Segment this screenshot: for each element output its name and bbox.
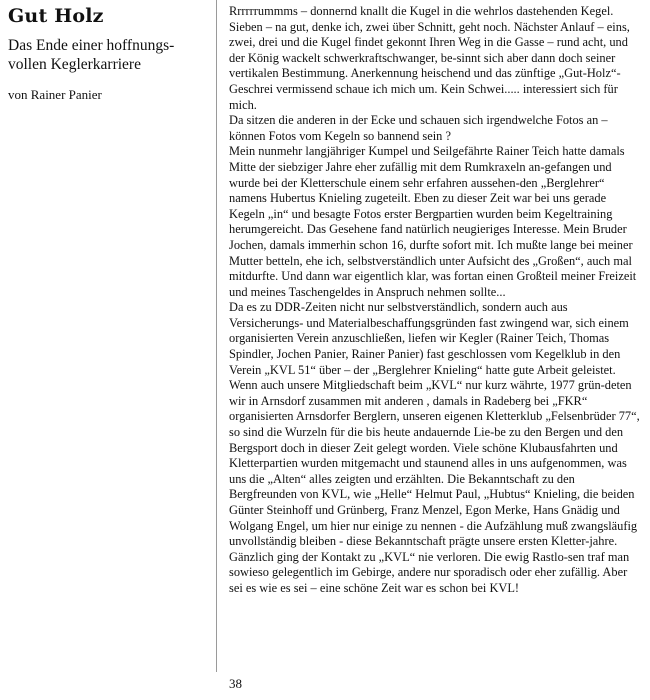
paragraph-4: Da es zu DDR-Zeiten nicht nur selbstverständlich, sondern auch aus Versicherungs- und Materialbeschaffungsgründen fast zwingend war, sich einem organisierten Verein anzuschließen, liefen wir Kegler (Rainer Teich, Thomas Spindler, Jochen Panier, Rainer Panier) fast geschlossen vom Kegelklub in den Verein „KVL 51“ über – der „Berglehrer Knieling“ hatte gute Arbeit geleistet. xyxy=(229,300,629,377)
paragraph-5: Wenn auch unsere Mitgliedschaft beim „KVL“ nur kurz währte, 1977 grün-deten wir in Arnsdorf zusammen mit anderen , damals in Radeberg bei „FKR“ organisierten Arnsdorfer Berglern, unseren eigenen Kletterklub „Felsenbrüder 77“, so sind die Wurzeln für die bis heute andauernde Lie-be zu den Bergen und den Bergsport doch in dieser Zeit gelegt worden. Viele schöne Klubausfahrten und Kletterpartien wurden mitgemacht und staunend alles in uns aufgenommen, was uns die „Alten“ alles zeigten und erzählten. Die Bekanntschaft zu den Bergfreunden von KVL, wie „Helle“ Helmut Paul, „Hubtus“ Knieling, die beiden Günter Steinhoff und Grünberg, Franz Menzel, Egon Merke, Hans Gnädig und Wolgang Engel, um hier nur einige zu nennen - die Aufzählung muß zwangsläufig unvollständig bleiben - diese Bekanntschaft prägte unsere ersten Kletter-jahre. Gänzlich ging der Kontakt zu „KVL“ nie verloren. Die ewig Rastlo-sen traf man sowieso gelegentlich im Gebirge, andere nur sporadisch oder eher zufällig. Aber sei es wie es sei – eine schöne Zeit war es schon bei KVL! xyxy=(229,378,640,595)
article-author: von Rainer Panier xyxy=(8,87,102,102)
heading-column xyxy=(8,4,213,103)
article-title: Gut Holz xyxy=(8,5,104,27)
page-number: 38 xyxy=(229,676,242,691)
article-subtitle: Das Ende einer hoffnungs-vollen Keglerkarriere xyxy=(8,37,175,73)
paragraph-1: Rrrrrrummms – donnernd knallt die Kugel in die wehrlos dastehenden Kegel. Sieben – na gut, denke ich, zwei über Schnitt, geht noch. Nächster Anlauf – eins, zwei, drei und die Kugel findet gekonnt Ihren Weg in die Gasse – rund acht, und der König wackelt schwerkraftschwanger, be-sinnt sich aber dann doch seiner vertikalen Bestimmung. Anerkennung heischend und das zünftige „Gut-Holz“-Geschrei vermissend schaue ich mich um. Kein Schwei..... interessiert sich für mich. xyxy=(229,4,630,112)
column-divider xyxy=(216,0,217,672)
paragraph-2: Da sitzen die anderen in der Ecke und schauen sich irgendwelche Fotos an – können Fotos vom Kegeln so bannend sein ? xyxy=(229,113,608,143)
article-body xyxy=(229,4,641,597)
paragraph-3: Mein nunmehr langjähriger Kumpel und Seilgefährte Rainer Teich hatte damals Mitte der siebziger Jahre eher zufällig mit dem Rumkraxeln an-gefangen und wurde bei der Kletterschule einem sehr erfahren aussehen-den „Berglehrer“ namens Hubertus Knieling zugeteilt. Eben zu dieser Zeit war bei uns gerade Kegeln „in“ und besagte Fotos erster Bergpartien wurden beim Kegeltraining herumgereicht. Das Gesehene fand natürlich neugieriges Interesse. Mein Bruder Jochen, damals immerhin schon 16, durfte sofort mit. Ich mußte lange bei meiner Mutter betteln, ehe ich, selbstverständlich unter Aufsicht des „Großen“, auch mal mitdurfte. Und dann war eigentlich klar, was fortan einen Großteil meiner Freizeit und meines Taschengeldes in Anspruch nehmen sollte... xyxy=(229,144,637,299)
